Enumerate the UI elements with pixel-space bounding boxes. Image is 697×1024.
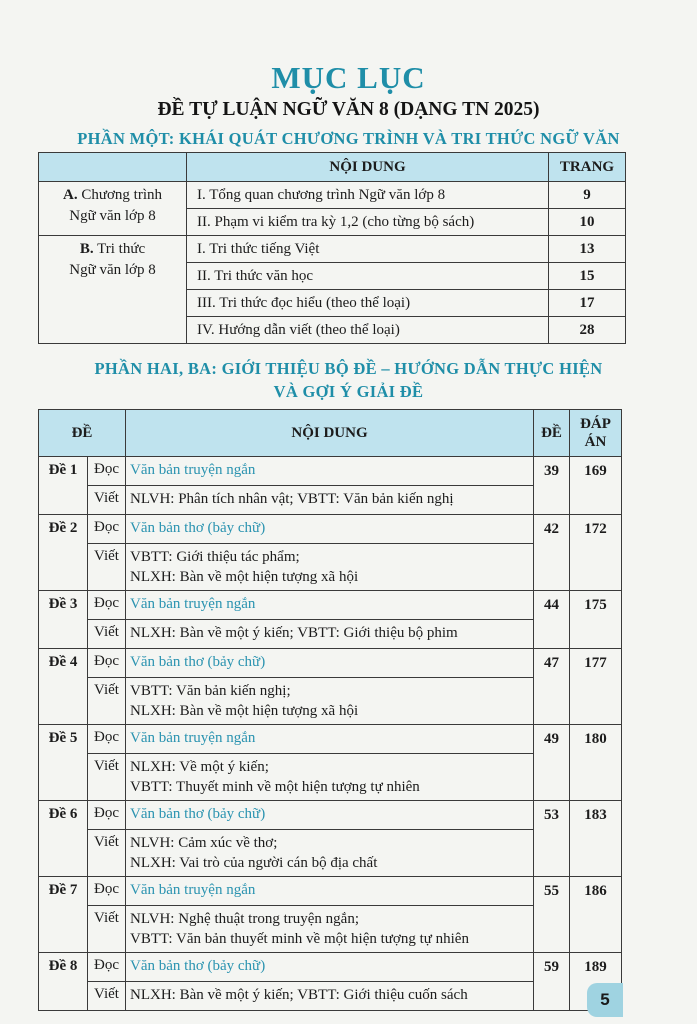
read-label: Đọc [88,591,126,620]
read-label: Đọc [88,515,126,544]
write-label: Viết [88,982,126,1011]
answer-page: 175 [570,591,622,649]
exam-name: Đề 8 [39,953,88,1011]
toc-page: 13 [549,236,626,263]
read-label: Đọc [88,649,126,678]
toc-item[interactable]: IV. Hướng dẫn viết (theo thể loại) [187,317,549,344]
write-content[interactable] [126,982,534,1011]
exam-page: 49 [534,725,570,801]
write-content[interactable] [126,678,534,725]
read-label: Đọc [88,953,126,982]
page-subtitle: ĐỀ TỰ LUẬN NGỮ VĂN 8 (DẠNG TN 2025) [157,99,540,120]
answer-page: 186 [570,877,622,953]
write-content[interactable] [126,620,534,649]
part2-table [38,409,622,1011]
exam-row[interactable] [39,801,622,830]
write-label: Viết [88,830,126,877]
toc-item[interactable]: II. Tri thức văn học [187,263,549,290]
toc-page: 10 [549,209,626,236]
exam-page: 44 [534,591,570,649]
exam-row[interactable] [39,515,622,544]
header-page: TRANG [549,153,626,182]
write-line: NLVH: Phân tích nhân vật; VBTT: Văn bản kiến nghị [130,491,454,507]
write-label: Viết [88,906,126,953]
write-line: VBTT: Giới thiệu tác phẩm; [130,549,300,565]
exam-row[interactable] [39,725,622,754]
exam-name: Đề 7 [39,877,88,953]
answer-page: 172 [570,515,622,591]
answer-page: 189 [570,953,622,1011]
part1-table [38,152,626,344]
write-line: NLXH: Bàn về một hiện tượng xã hội [130,703,359,719]
write-label: Viết [88,754,126,801]
write-line: VBTT: Thuyết minh về một hiện tượng tự nhiên [130,779,420,795]
read-content[interactable]: Văn bản thơ (bảy chữ) [126,515,534,544]
exam-page: 47 [534,649,570,725]
section-a-label: A. Chương trình Ngữ văn lớp 8 [39,182,187,236]
read-content[interactable]: Văn bản truyện ngắn [126,591,534,620]
section-b-label: B. Tri thức Ngữ văn lớp 8 [39,236,187,344]
read-content[interactable]: Văn bản truyện ngắn [126,725,534,754]
write-line: NLXH: Bàn về một hiện tượng xã hội [130,569,359,585]
read-content[interactable]: Văn bản truyện ngắn [126,457,534,486]
answer-page: 169 [570,457,622,515]
toc-page: 28 [549,317,626,344]
exam-page: 53 [534,801,570,877]
write-line: NLVH: Cảm xúc về thơ; [130,835,278,851]
toc-item[interactable]: I. Tổng quan chương trình Ngữ văn lớp 8 [187,182,549,209]
exam-row[interactable] [39,457,622,486]
toc-page: 15 [549,263,626,290]
toc-page: 17 [549,290,626,317]
exam-page: 59 [534,953,570,1011]
exam-name: Đề 5 [39,725,88,801]
write-content[interactable] [126,486,534,515]
exam-name: Đề 3 [39,591,88,649]
toc-page: 9 [549,182,626,209]
exam-name: Đề 2 [39,515,88,591]
exam-page: 55 [534,877,570,953]
header-content: NỘI DUNG [126,410,534,457]
write-line: NLXH: Bàn về một ý kiến; VBTT: Giới thiệu cuốn sách [130,987,468,1003]
write-line: VBTT: Văn bản kiến nghị; [130,683,291,699]
write-line: VBTT: Văn bản thuyết minh về một hiện tượng tự nhiên [130,931,469,947]
exam-row[interactable] [39,953,622,982]
write-label: Viết [88,620,126,649]
toc-item[interactable]: III. Tri thức đọc hiểu (theo thể loại) [187,290,549,317]
read-label: Đọc [88,801,126,830]
header-exam: ĐỀ [39,410,126,457]
write-line: NLVH: Nghệ thuật trong truyện ngắn; [130,911,359,927]
write-content[interactable] [126,830,534,877]
page-number: 5 [587,983,623,1017]
read-content[interactable]: Văn bản thơ (bảy chữ) [126,953,534,982]
part2-heading-line1: PHẦN HAI, BA: GIỚI THIỆU BỘ ĐỀ – HƯỚNG DẪN THỰC HIỆN [94,359,603,378]
exam-name: Đề 1 [39,457,88,515]
write-content[interactable] [126,754,534,801]
exam-list [39,457,622,1011]
write-label: Viết [88,544,126,591]
header-blank [39,153,187,182]
read-label: Đọc [88,725,126,754]
write-line: NLXH: Bàn về một ý kiến; VBTT: Giới thiệu bộ phim [130,625,458,641]
write-line: NLXH: Về một ý kiến; [130,759,269,775]
header-answer: ĐÁP ÁN [570,410,622,457]
write-label: Viết [88,486,126,515]
read-content[interactable]: Văn bản thơ (bảy chữ) [126,801,534,830]
answer-page: 177 [570,649,622,725]
read-content[interactable]: Văn bản truyện ngắn [126,877,534,906]
exam-name: Đề 6 [39,801,88,877]
exam-row[interactable] [39,877,622,906]
toc-item[interactable]: II. Phạm vi kiểm tra kỳ 1,2 (cho từng bộ sách) [187,209,549,236]
read-label: Đọc [88,457,126,486]
part2-heading-line2: VÀ GỢI Ý GIẢI ĐỀ [273,382,424,401]
answer-page: 183 [570,801,622,877]
header-content: NỘI DUNG [187,153,549,182]
exam-name: Đề 4 [39,649,88,725]
header-exam-page: ĐỀ [534,410,570,457]
read-content[interactable]: Văn bản thơ (bảy chữ) [126,649,534,678]
read-label: Đọc [88,877,126,906]
write-line: NLXH: Vai trò của người cán bộ địa chất [130,855,378,871]
exam-page: 42 [534,515,570,591]
exam-row[interactable] [39,649,622,678]
answer-page: 180 [570,725,622,801]
toc-item[interactable]: I. Tri thức tiếng Việt [187,236,549,263]
page-title: MỤC LỤC [271,60,426,95]
exam-row[interactable] [39,591,622,620]
part1-heading: PHẦN MỘT: KHÁI QUÁT CHƯƠNG TRÌNH VÀ TRI THỨC NGỮ VĂN [77,129,620,148]
write-content[interactable] [126,544,534,591]
write-label: Viết [88,678,126,725]
exam-page: 39 [534,457,570,515]
write-content[interactable] [126,906,534,953]
